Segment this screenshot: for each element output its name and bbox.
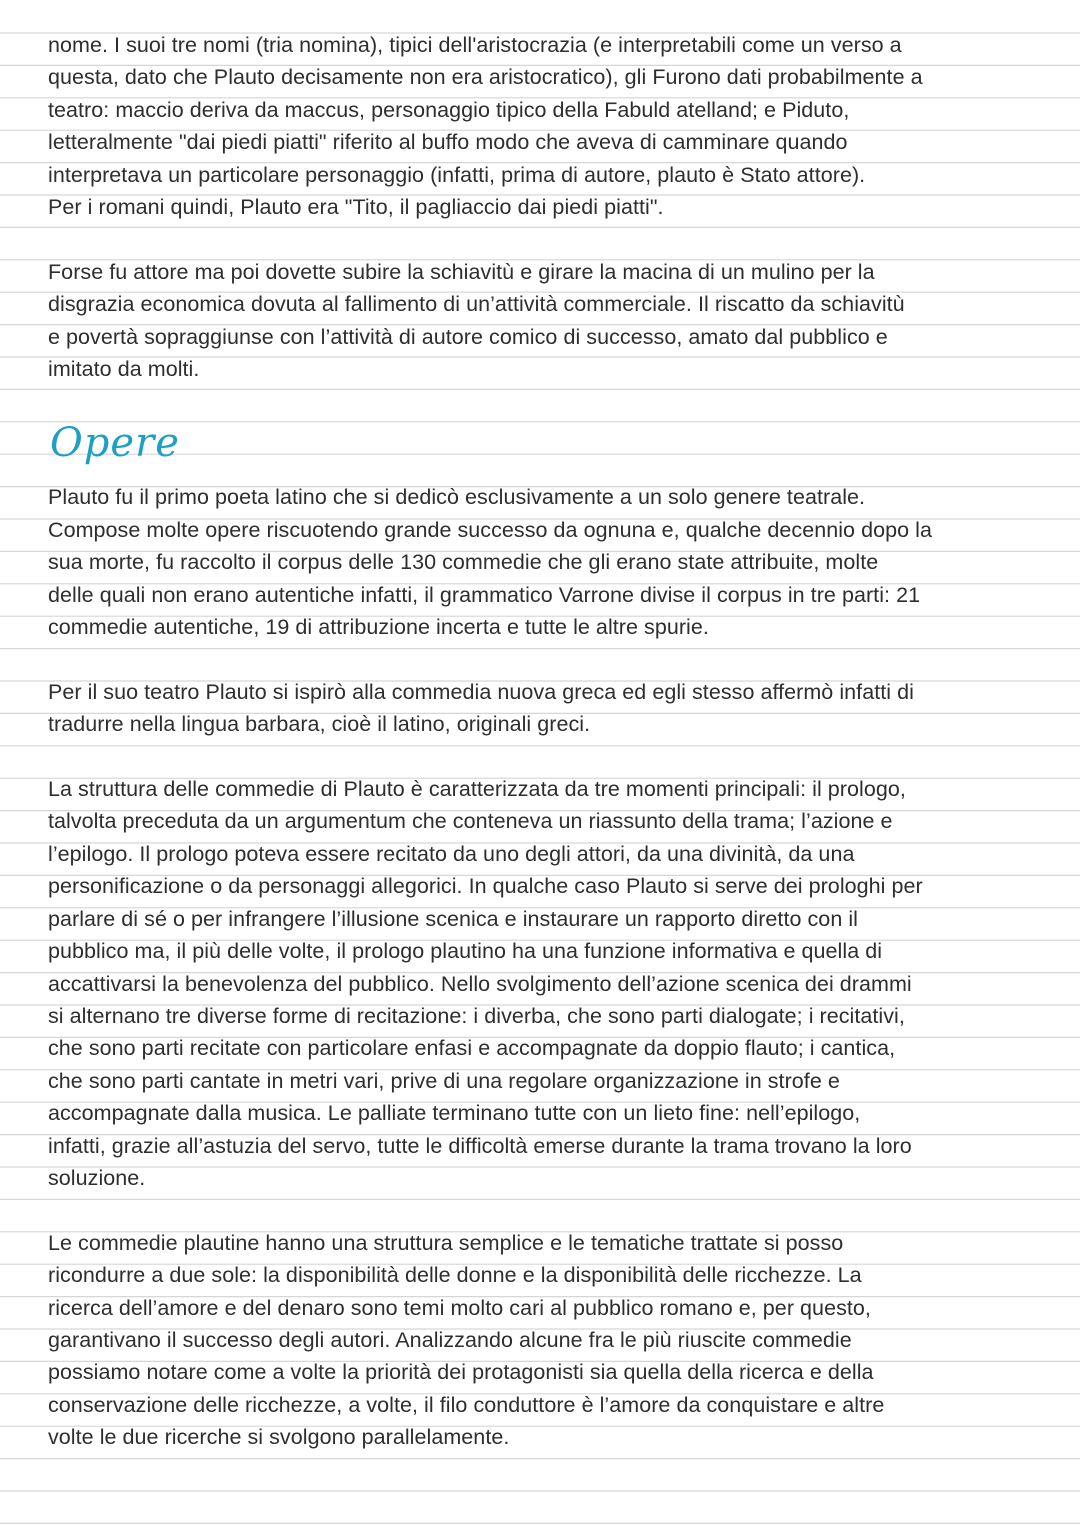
opere-paragraph-3: La struttura delle commedie di Plauto è caratterizzata da tre momenti principali: il prologo, talvolta preceduta da un argumentum che conteneva un riassunto della trama; l’azione e l’epilogo. Il prologo poteva essere recitato da uno degli attori, da una divinità, da una personificazione o da personaggi allegorici. In qualche caso Plauto si serve dei prologhi per parlare di sé o per infrangere l’illusione scenica e instaurare un rapporto diretto con il pubblico ma, il più delle volte, il prologo plautino ha una funzione informativa e quella di accattivarsi la benevolenza del pubblico. Nello svolgimento dell’azione scenica dei drammi si alternano tre diverse forme di recitazione: i diverba, che sono parti dialogate; i recitativi, che sono parti recitate con particolare enfasi e accompagnate da doppio flauto; i cantica, che sono parti cantate in metri vari, prive di una regolare organizzazione in strofe e accompagnate dalla musica. Le palliate terminano tutte con un lieto fine: nell’epilogo, infatti, grazie all’astuzia del servo, tutte le difficoltà emerse durante la trama trovano la loro soluzione. xyxy=(48,777,923,1190)
opere-paragraph-4: Le commedie plautine hanno una struttura semplice e le tematiche trattate si posso ricondurre a due sole: la disponibilità delle donne e la disponibilità delle ricchezze. La ricerca dell’amore e del denaro sono temi molto cari al pubblico romano e, per questo, garantivano il successo degli autori. Analizzando alcune fra le più riuscite commedie possiamo notare come a volte la priorità dei protagonisti sia quella della ricerca e della conservazione delle ricchezze, a volte, il filo conduttore è l’amore da conquistare e altre volte le due ricerche si svolgono parallelamente. xyxy=(48,1230,885,1450)
opere-paragraph-1: Plauto fu il primo poeta latino che si dedicò esclusivamente a un solo genere teatrale. Compose molte opere riscuotendo grande successo da ognuna e, qualche decennio dopo la sua morte, fu raccolto il corpus delle 130 commedie che gli erano state attribuite, molte delle quali non erano autentiche infatti, il grammatico Varrone divise il corpus in tre parti: 21 commedie autentiche, 19 di attribuzione incerta e tutte le altre spurie. xyxy=(48,485,932,640)
section-heading-opere: Opere xyxy=(50,420,180,467)
opere-paragraph-2: Per il suo teatro Plauto si ispirò alla commedia nuova greca ed egli stesso affermò infatti di tradurre nella lingua barbara, cioè il latino, originali greci. xyxy=(48,679,914,737)
biography-paragraph: Forse fu attore ma poi dovette subire la schiavitù e girare la macina di un mulino per la disgrazia economica dovuta al fallimento di un’attività commerciale. Il riscatto da schiavitù e povertà sopraggiunse con l’attività di autore comico di successo, amato dal pubblico e imitato da molti. xyxy=(48,259,905,382)
note-page xyxy=(48,29,1048,1454)
intro-paragraph: nome. I suoi tre nomi (tria nomina), tipici dell'aristocrazia (e interpretabili come un verso a questa, dato che Plauto decisamente non era aristocratico), gli Furono dati probabilmente a teatro: maccio deriva da maccus, personaggio tipico della Fabuld atelland; e Piduto, letteralmente "dai piedi piatti" riferito al buffo modo che aveva di camminare quando interpretava un particolare personaggio (infatti, prima di autore, plauto è Stato attore). Per i romani quindi, Plauto era "Tito, il pagliaccio dai piedi piatti". xyxy=(48,33,923,220)
